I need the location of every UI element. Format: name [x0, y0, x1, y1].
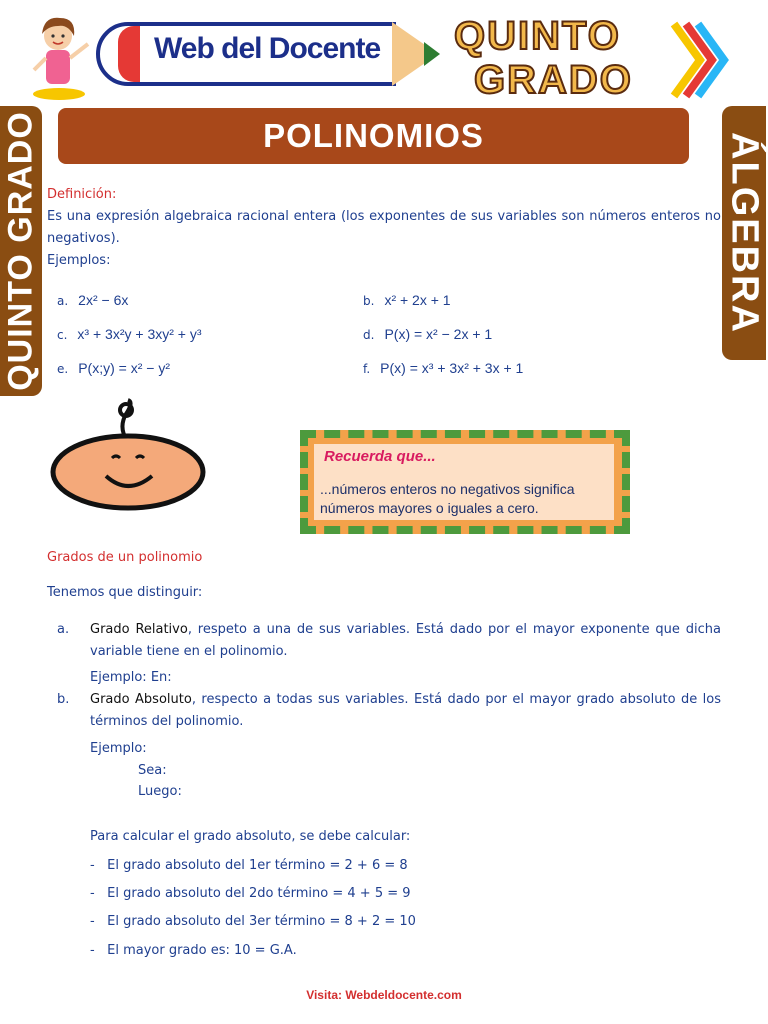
reminder-text: ...números enteros no negativos significa números mayores o iguales a cero.	[320, 481, 575, 516]
example-expression: P(x;y) = x² − y²	[78, 360, 170, 376]
step-bullet: -	[90, 886, 95, 901]
calc-intro: Para calcular el grado absoluto, se debe calcular:	[90, 829, 411, 844]
step-text: El grado absoluto del 1er término = 2 + 6 = 8	[107, 858, 408, 873]
step-item	[90, 855, 408, 877]
example-label: d.	[363, 328, 375, 342]
smiley-face-illustration	[48, 398, 210, 514]
item-b-description: , respecto a todas sus variables. Está dado por el mayor grado absoluto de los términos del polinomio.	[90, 692, 721, 729]
step-text: El grado absoluto del 2do término = 4 + 5 = 9	[107, 886, 411, 901]
example-expression: x² + 2x + 1	[384, 292, 451, 308]
item-a-text	[90, 619, 721, 663]
reminder-title: Recuerda que...	[324, 448, 436, 465]
step-bullet: -	[90, 943, 95, 958]
side-tab-subject-label: ÁLGEBRA	[723, 132, 766, 334]
luego-label: Luego:	[138, 784, 182, 799]
item-a-marker: a.	[57, 622, 70, 637]
item-b-example: Ejemplo:	[90, 741, 147, 756]
pencil-eraser	[118, 26, 140, 82]
item-b-term: Grado Absoluto	[90, 692, 192, 707]
step-item	[90, 911, 416, 933]
definition-heading: Definición:	[47, 187, 117, 202]
example-expression: P(x) = x² − 2x + 1	[384, 326, 493, 342]
step-item	[90, 940, 297, 962]
pencil-logo	[96, 18, 441, 90]
title-bar	[58, 108, 689, 164]
example-f	[363, 360, 523, 377]
side-tab-grade	[0, 106, 42, 396]
example-label: f.	[363, 362, 371, 376]
page-title: POLINOMIOS	[263, 117, 484, 154]
step-item	[90, 883, 411, 905]
brand-name: Web del Docente	[154, 32, 381, 65]
example-c	[57, 326, 202, 343]
item-a-description: , respeto a una de sus variables. Está dado por el mayor exponente que dicha variable tiene en el polinomio.	[90, 622, 721, 659]
step-bullet: -	[90, 858, 95, 873]
degrees-heading: Grados de un polinomio	[47, 550, 203, 565]
footer-link[interactable]: Visita: Webdeldocente.com	[306, 988, 462, 1002]
item-b-marker: b.	[57, 692, 70, 707]
example-expression: x³ + 3x²y + 3xy² + y³	[77, 326, 202, 342]
example-b	[363, 292, 451, 309]
teacher-illustration	[28, 14, 90, 100]
example-label: e.	[57, 362, 69, 376]
degrees-intro: Tenemos que distinguir:	[47, 585, 203, 600]
chevron-arrows-icon	[670, 20, 730, 100]
pencil-lead	[424, 42, 440, 66]
item-a-example: Ejemplo: En:	[90, 670, 172, 685]
definition-text: Es una expresión algebraica racional entera (los exponentes de sus variables son números enteros no negativos).	[47, 209, 721, 246]
reminder-inner	[314, 444, 614, 520]
grade-word-2: GRADO	[474, 58, 633, 102]
example-expression: 2x² − 6x	[78, 292, 129, 308]
side-tab-subject	[722, 106, 766, 360]
examples-label: Ejemplos:	[47, 253, 111, 268]
step-bullet: -	[90, 914, 95, 929]
step-text: El mayor grado es: 10 = G.A.	[107, 943, 297, 958]
example-a	[57, 292, 128, 309]
example-label: b.	[363, 294, 375, 308]
example-e	[57, 360, 170, 377]
reminder-box	[300, 430, 630, 534]
grade-badge	[446, 14, 676, 102]
example-expression: P(x) = x³ + 3x² + 3x + 1	[380, 360, 524, 376]
item-a-term: Grado Relativo	[90, 622, 188, 637]
grade-word-1: QUINTO	[454, 14, 621, 58]
step-text: El grado absoluto del 3er término = 8 + 2 = 10	[107, 914, 416, 929]
item-b-text	[90, 689, 721, 733]
example-label: a.	[57, 294, 69, 308]
example-label: c.	[57, 328, 68, 342]
side-tab-grade-label: QUINTO GRADO	[1, 111, 40, 391]
sea-label: Sea:	[138, 763, 167, 778]
example-d	[363, 326, 492, 343]
